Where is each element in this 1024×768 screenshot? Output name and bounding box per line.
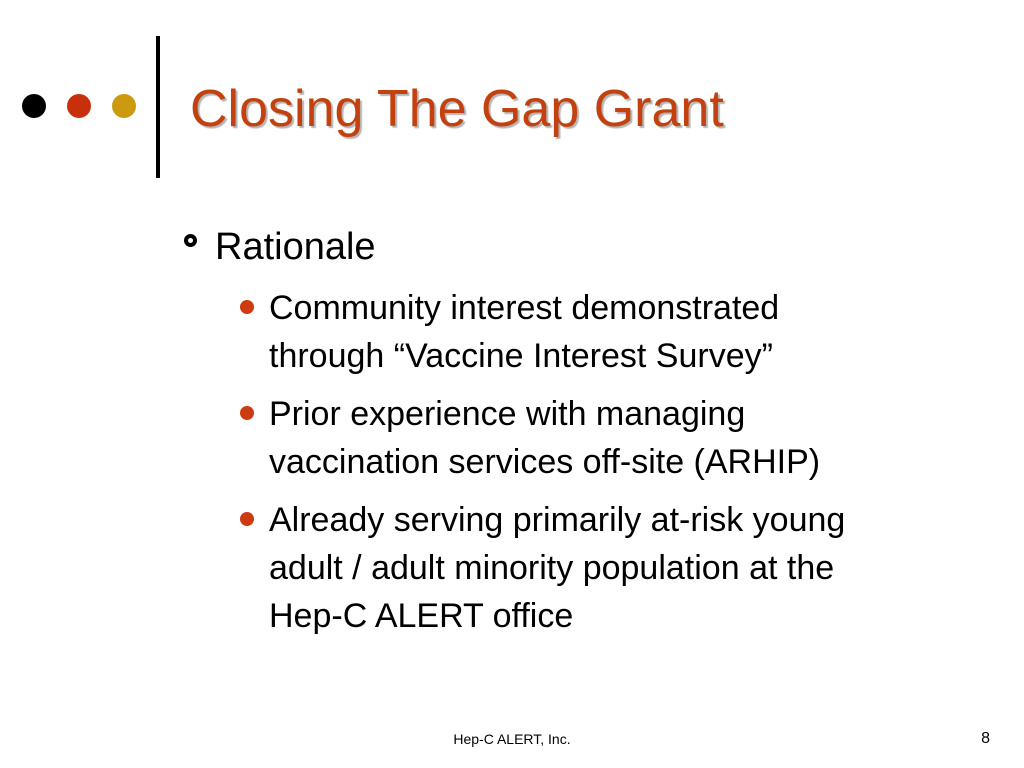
sub-bullet-line: through “Vaccine Interest Survey” [269, 337, 773, 375]
footer-text: Hep-C ALERT, Inc. [453, 731, 571, 747]
sub-bullet-text [269, 496, 845, 640]
sub-bullet-community-interest [240, 284, 980, 380]
sub-bullet-text [269, 390, 820, 486]
sub-bullet-line: vaccination services off-site (ARHIP) [269, 443, 821, 481]
title-divider [156, 36, 160, 178]
ring-bullet-icon [184, 234, 197, 247]
page-number: 8 [981, 730, 990, 747]
sub-bullet-list [240, 284, 980, 650]
dot-bullet-icon [240, 300, 254, 314]
dot-bullet-icon [240, 406, 254, 420]
bullet-rationale [184, 222, 376, 272]
title-decoration-dots [22, 94, 157, 118]
slide-title: Closing The Gap Grant [190, 80, 724, 138]
sub-bullet-line: Community interest demonstrated [269, 289, 780, 327]
sub-bullet-line: Hep-C ALERT office [269, 597, 574, 635]
sub-bullet-line: Prior experience with managing [269, 395, 746, 433]
gold-dot-icon [112, 94, 136, 118]
black-dot-icon [22, 94, 46, 118]
sub-bullet-line: Already serving primarily at-risk young [269, 501, 846, 539]
sub-bullet-already-serving [240, 496, 980, 640]
red-dot-icon [67, 94, 91, 118]
sub-bullet-prior-experience [240, 390, 980, 486]
bullet-rationale-text: Rationale [215, 226, 376, 268]
sub-bullet-line: adult / adult minority population at the [269, 549, 835, 587]
dot-bullet-icon [240, 512, 254, 526]
sub-bullet-text [269, 284, 779, 380]
